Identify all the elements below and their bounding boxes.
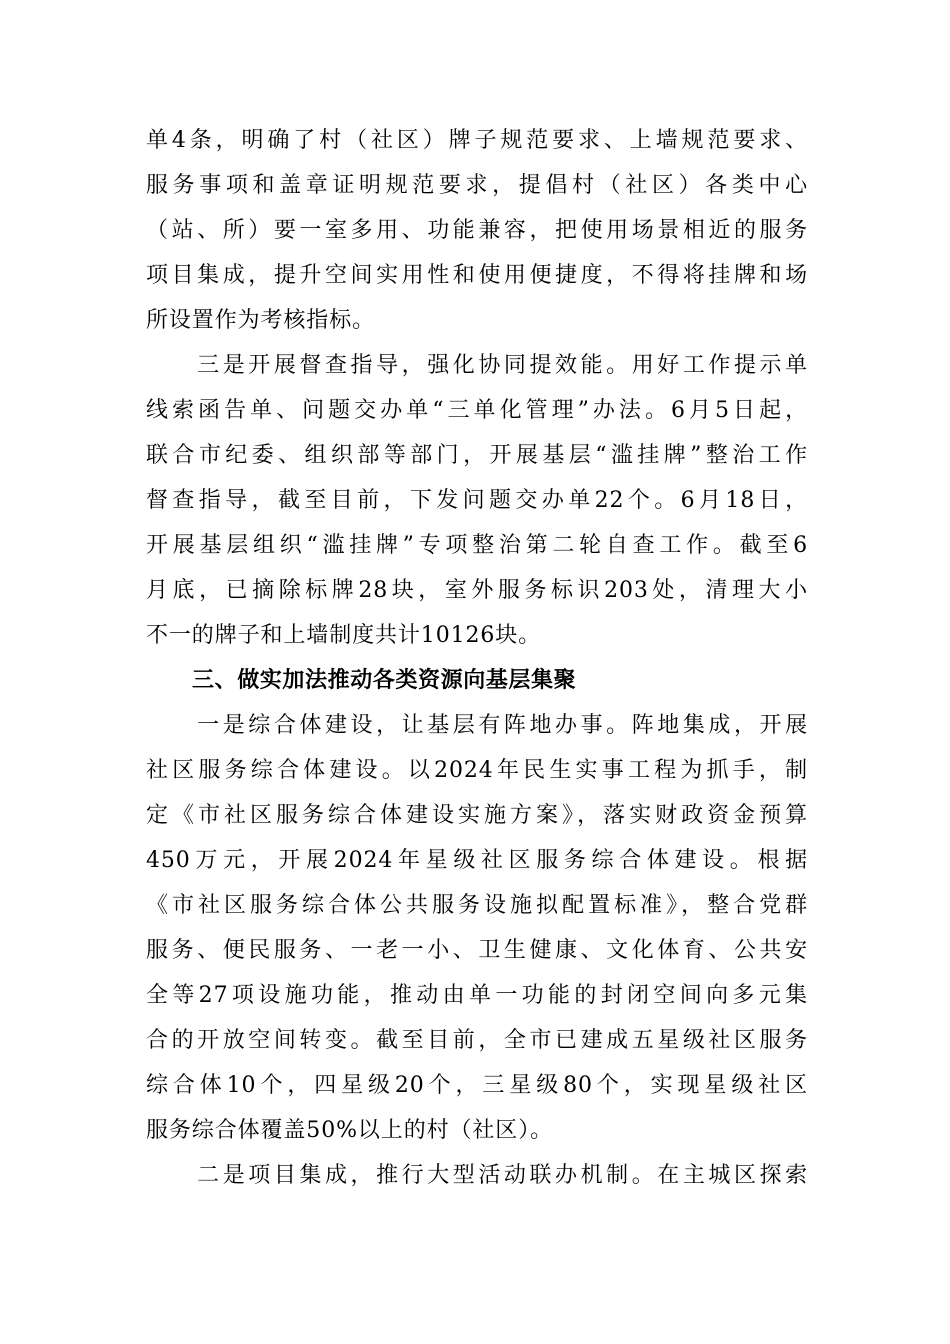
body-line-24: 二是项目集成，推行大型活动联办机制。在主城区探索 [146, 1163, 808, 1188]
body-line-17: 450万元，开展2024年星级社区服务综合体建设。根据 [146, 848, 808, 873]
body-line-19: 服务、便民服务、一老一小、卫生健康、文化体育、公共安 [146, 938, 808, 963]
body-line-16: 定《市社区服务综合体建设实施方案》，落实财政资金预算 [146, 803, 808, 828]
body-line-22: 综合体10个，四星级20个，三星级80个，实现星级社区 [146, 1073, 808, 1098]
section-heading: 三、做实加法推动各类资源向基层集聚 [192, 668, 577, 693]
body-line-5: 所设置作为考核指标。 [146, 308, 376, 333]
body-line-14: 一是综合体建设，让基层有阵地办事。阵地集成，开展 [146, 713, 808, 738]
body-line-21: 合的开放空间转变。截至目前，全市已建成五星级社区服务 [146, 1028, 808, 1053]
body-line-15: 社区服务综合体建设。以2024年民生实事工程为抓手，制 [146, 758, 808, 783]
body-line-9: 督查指导，截至目前，下发问题交办单22个。6月18日， [146, 488, 808, 513]
body-line-23: 服务综合体覆盖50%以上的村（社区）。 [146, 1118, 553, 1143]
body-line-20: 全等27项设施功能，推动由单一功能的封闭空间向多元集 [146, 983, 808, 1008]
document-body [146, 118, 808, 1198]
body-line-4: 项目集成，提升空间实用性和使用便捷度，不得将挂牌和场 [146, 263, 808, 288]
body-line-11: 月底，已摘除标牌28块，室外服务标识203处，清理大小 [146, 578, 808, 603]
body-line-8: 联合市纪委、组织部等部门，开展基层“滥挂牌”整治工作 [146, 443, 808, 468]
body-line-18: 《市社区服务综合体公共服务设施拟配置标准》，整合党群 [146, 893, 808, 918]
body-line-12: 不一的牌子和上墙制度共计10126块。 [146, 623, 542, 648]
body-line-1: 单4条，明确了村（社区）牌子规范要求、上墙规范要求、 [146, 128, 808, 153]
body-line-10: 开展基层组织“滥挂牌”专项整治第二轮自查工作。截至6 [146, 533, 808, 558]
body-line-2: 服务事项和盖章证明规范要求，提倡村（社区）各类中心 [146, 173, 808, 198]
body-line-7: 线索函告单、问题交办单“三单化管理”办法。6月5日起， [146, 398, 808, 423]
body-line-3: （站、所）要一室多用、功能兼容，把使用场景相近的服务 [146, 218, 808, 243]
body-line-6: 三是开展督查指导，强化协同提效能。用好工作提示单 [146, 353, 808, 378]
